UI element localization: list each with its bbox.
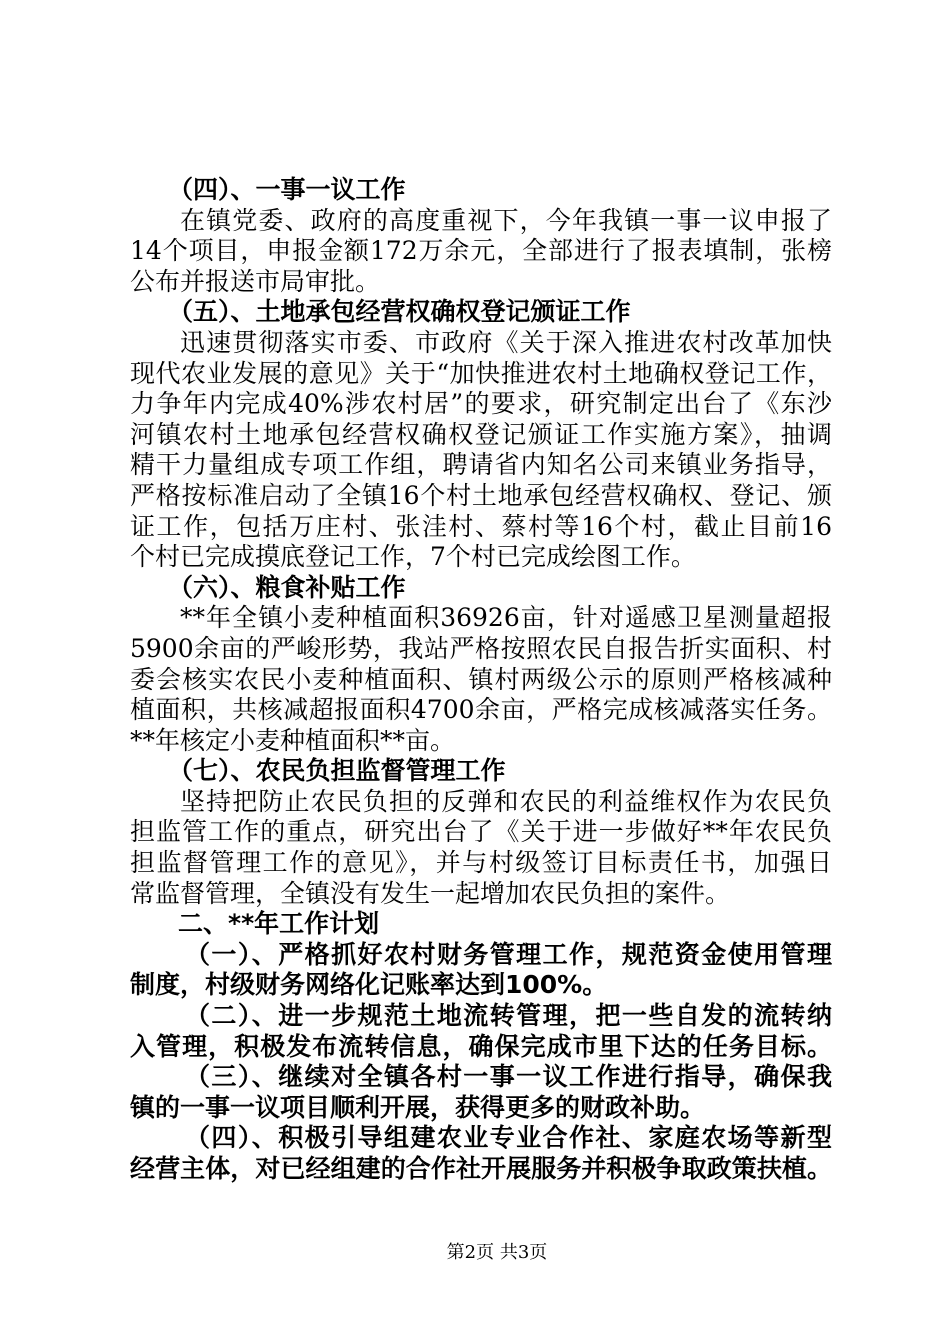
plan-item-line: 镇的一事一议项目顺利开展，获得更多的财政补助。: [130, 1092, 706, 1122]
section-heading: （六）、粮食补贴工作: [168, 572, 406, 602]
plan-item-line: 经营主体，对已经组建的合作社开展服务并积极争取政策扶植。: [130, 1154, 832, 1183]
section-heading: （五）、土地承包经营权确权登记颁证工作: [168, 297, 631, 327]
paragraph-line: 常监督管理，全镇没有发生一起增加农民负担的案件。: [130, 878, 731, 908]
plan-item-line: （一）、严格抓好农村财务管理工作，规范资金使用管理: [185, 939, 832, 969]
paragraph-line: **年全镇小麦种植面积36926亩，针对遥感卫星测量超报: [180, 603, 832, 633]
paragraph-line: 个村已完成摸底登记工作，7个村已完成绘图工作。: [130, 542, 696, 572]
document-body: [130, 175, 832, 1185]
paragraph-line: 在镇党委、政府的高度重视下，今年我镇一事一议申报了: [180, 205, 832, 235]
section-heading: （四）、一事一议工作: [168, 175, 406, 204]
plan-item-line: （二）、进一步规范土地流转管理，把一些自发的流转纳: [185, 1001, 832, 1031]
plan-item-line: （四）、积极引导组建农业专业合作社、家庭农场等新型: [185, 1123, 832, 1153]
plan-item-line: （三）、继续对全镇各村一事一议工作进行指导，确保我: [185, 1062, 832, 1092]
plan-heading: 二、**年工作计划: [178, 909, 380, 939]
paragraph-line: 迅速贯彻落实市委、市政府《关于深入推进农村改革加快: [180, 327, 832, 357]
paragraph-line: 力争年内完成40%涉农村居”的要求，研究制定出台了《东沙: [130, 389, 832, 419]
paragraph-line: 委会核实农民小麦种植面积、镇村两级公示的原则严格核减种: [130, 664, 832, 694]
paragraph-line: 14个项目，申报金额172万余元，全部进行了报表填制，张榜: [130, 236, 832, 266]
plan-item-line: 入管理，积极发布流转信息，确保完成市里下达的任务目标。: [130, 1031, 832, 1061]
paragraph-line: 担监督管理工作的意见》，并与村级签订目标责任书，加强日: [130, 848, 832, 878]
paragraph-line: 精干力量组成专项工作组，聘请省内知名公司来镇业务指导，: [130, 450, 832, 480]
paragraph-line: 公布并报送市局审批。: [130, 266, 381, 296]
paragraph-line: 河镇农村土地承包经营权确权登记颁证工作实施方案》，抽调: [130, 419, 832, 449]
section-heading: （七）、农民负担监督管理工作: [168, 756, 506, 786]
paragraph-line: 坚持把防止农民负担的反弹和农民的利益维权作为农民负: [180, 786, 832, 816]
page-footer: 第2页 共3页: [446, 1242, 548, 1263]
paragraph-line: 证工作，包括万庄村、张洼村、蔡村等16个村，截止目前16: [130, 511, 832, 541]
paragraph-line: 现代农业发展的意见》关于“加快推进农村土地确权登记工作，: [130, 358, 832, 388]
plan-item-line: 制度，村级财务网络化记账率达到100%。: [130, 970, 608, 1000]
paragraph-line: 5900余亩的严峻形势，我站严格按照农民自报告折实面积、村: [130, 633, 832, 663]
paragraph-line: 植面积，共核减超报面积4700余亩，严格完成核减落实任务。: [130, 695, 832, 725]
paragraph-line: 严格按标准启动了全镇16个村土地承包经营权确权、登记、颁: [130, 480, 832, 510]
paragraph-line: **年核定小麦种植面积**亩。: [130, 725, 456, 755]
paragraph-line: 担监管工作的重点，研究出台了《关于进一步做好**年农民负: [130, 817, 832, 847]
